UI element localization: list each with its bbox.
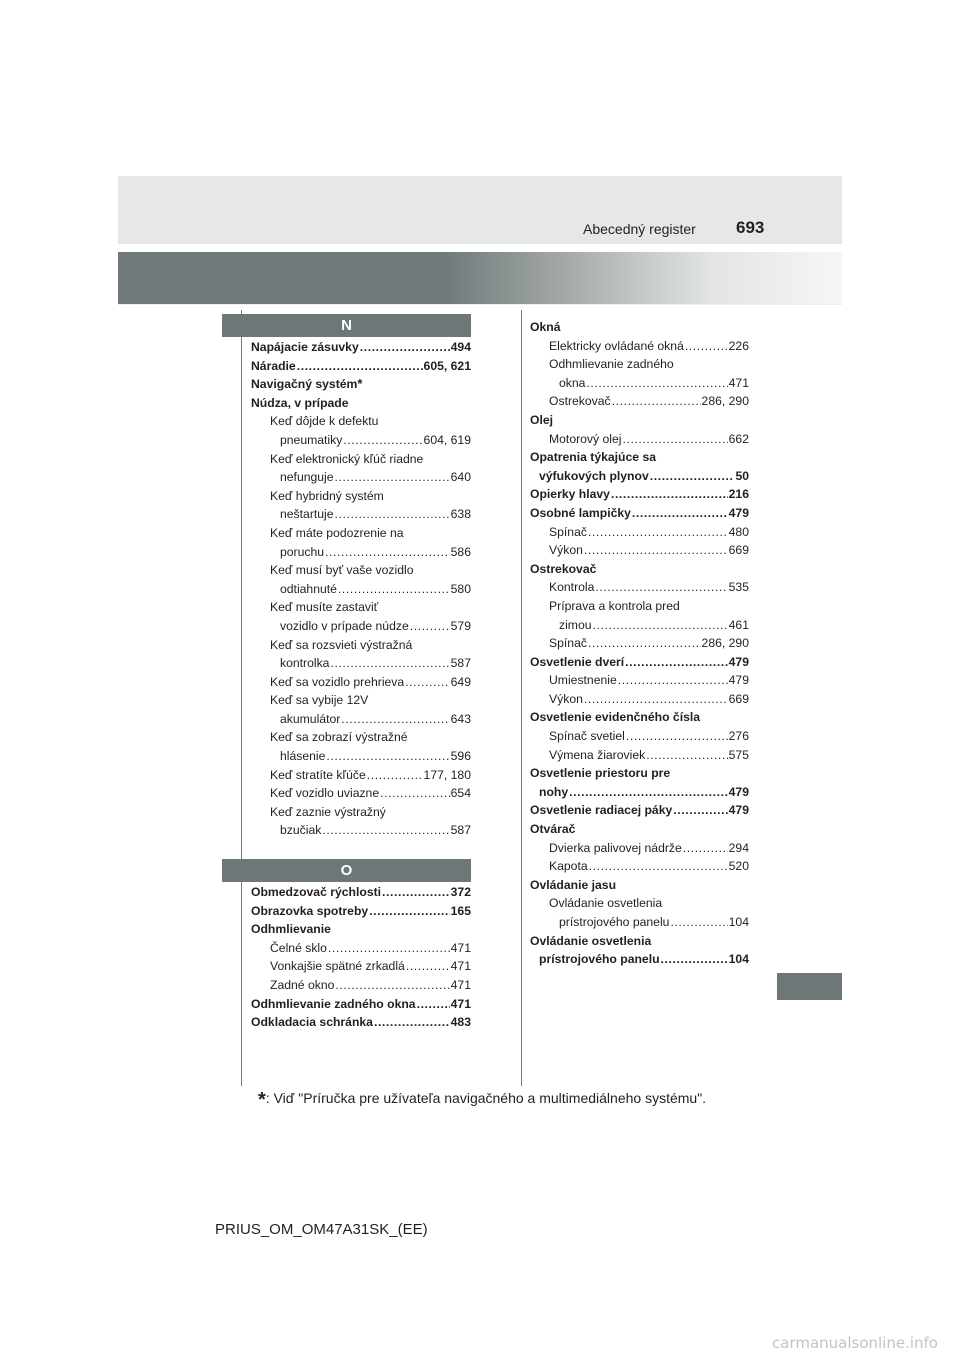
index-entry: Núdza, v prípade xyxy=(251,395,349,410)
index-entry: nohy ..... 479 xyxy=(530,783,749,802)
index-subentry: okna ..... 471 xyxy=(530,374,749,393)
header-rule xyxy=(118,304,842,305)
index-subentry: vozidlo v prípade núdze ..... 579 xyxy=(251,617,471,636)
index-subentry: kontrolka ..... 587 xyxy=(251,654,471,673)
index-subentry: Dvierka palivovej nádrže ..... 294 xyxy=(530,839,749,858)
index-subentry: Spínač svetiel ..... 276 xyxy=(530,727,749,746)
section-title: Abecedný register xyxy=(583,221,696,237)
index-subentry: Keď sa vozidlo prehrieva ..... 649 xyxy=(251,673,471,692)
side-thumb-tab xyxy=(777,973,842,1000)
index-subentry: Kontrola ..... 535 xyxy=(530,578,749,597)
footnote xyxy=(258,1089,706,1112)
left-column-rule xyxy=(241,310,242,1086)
index-subentry: akumulátor ..... 643 xyxy=(251,710,471,729)
footnote-text: : Viď "Príručka pre užívateľa navigačného a multimediálneho systému". xyxy=(265,1090,707,1106)
index-subentry: poruchu ..... 586 xyxy=(251,543,471,562)
index-subentry: Keď sa zobrazí výstražné xyxy=(270,730,408,745)
index-subentry: Ovládanie osvetlenia xyxy=(549,896,663,911)
index-subentry: Ostrekovač ..... 286, 290 xyxy=(530,392,749,411)
index-subentry: Keď sa rozsvieti výstražná xyxy=(270,637,413,652)
index-entry: Odhmlievanie zadného okna ..... 471 xyxy=(251,995,471,1014)
index-column-left xyxy=(251,338,471,840)
index-column-right xyxy=(530,318,749,969)
index-entry: prístrojového panelu ..... 104 xyxy=(530,950,749,969)
index-entry: Osobné lampičky ..... 479 xyxy=(530,504,749,523)
index-subentry: nefunguje ..... 640 xyxy=(251,468,471,487)
letter-band-n: N xyxy=(222,314,471,337)
index-entry: Ovládanie jasu xyxy=(530,877,617,892)
index-entry: Ovládanie osvetlenia xyxy=(530,933,652,948)
index-entry: Olej xyxy=(530,412,554,427)
index-entry: Osvetlenie radiacej páky ..... 479 xyxy=(530,801,749,820)
index-entry: Opatrenia týkajúce sa xyxy=(530,450,656,465)
footnote-marker: * xyxy=(258,1089,266,1111)
index-entry: Opierky hlavy ..... 216 xyxy=(530,485,749,504)
index-entry: Osvetlenie evidenčného čísla xyxy=(530,710,701,725)
index-subentry: Keď dôjde k defektu xyxy=(270,414,379,429)
index-subentry: hlásenie ..... 596 xyxy=(251,747,471,766)
index-subentry: Keď stratíte kľúče ..... 177, 180 xyxy=(251,766,471,785)
watermark: carmanualsonline.info xyxy=(772,1334,938,1352)
index-subentry: Čelné sklo ..... 471 xyxy=(251,939,471,958)
header-bar xyxy=(118,176,842,244)
index-subentry: Keď máte podozrenie na xyxy=(270,525,404,540)
index-entry: Navigačný systém * xyxy=(251,376,363,392)
index-subentry: Príprava a kontrola pred xyxy=(549,598,680,613)
index-subentry: Výkon ..... 669 xyxy=(530,690,749,709)
index-subentry: zimou ..... 461 xyxy=(530,616,749,635)
index-subentry: Výmena žiaroviek ..... 575 xyxy=(530,746,749,765)
index-subentry: Kapota ..... 520 xyxy=(530,857,749,876)
index-subentry: Vonkajšie spätné zrkadlá ..... 471 xyxy=(251,957,471,976)
index-entry: Otvárač xyxy=(530,822,576,837)
index-subentry: bzučiak ..... 587 xyxy=(251,821,471,840)
index-subentry: Keď elektronický kľúč riadne xyxy=(270,451,424,466)
index-subentry: neštartuje ..... 638 xyxy=(251,505,471,524)
index-subentry: Spínač ..... 286, 290 xyxy=(530,634,749,653)
page-number: 693 xyxy=(736,218,765,237)
index-entry: výfukových plynov ..... 50 xyxy=(530,467,749,486)
index-entry: Náradie ..... 605, 621 xyxy=(251,357,471,376)
index-entry: Osvetlenie dverí ..... 479 xyxy=(530,653,749,672)
index-subentry: Keď zaznie výstražný xyxy=(270,804,386,819)
index-column-left-o xyxy=(251,883,471,1032)
index-subentry: Keď musí byť vaše vozidlo xyxy=(270,563,414,578)
document-code: PRIUS_OM_OM47A31SK_(EE) xyxy=(215,1221,428,1238)
middle-column-rule xyxy=(521,310,522,1086)
index-subentry: Umiestnenie ..... 479 xyxy=(530,671,749,690)
index-entry: Obmedzovač rýchlosti ..... 372 xyxy=(251,883,471,902)
index-subentry: odtiahnuté ..... 580 xyxy=(251,580,471,599)
index-subentry: Keď sa vybije 12V xyxy=(270,693,369,708)
index-entry: Obrazovka spotreby ..... 165 xyxy=(251,902,471,921)
index-subentry: Zadné okno ..... 471 xyxy=(251,976,471,995)
index-entry: Napájacie zásuvky ..... 494 xyxy=(251,338,471,357)
index-subentry: Odhmlievanie zadného xyxy=(549,357,674,372)
index-subentry: Keď hybridný systém xyxy=(270,488,384,503)
index-entry: Odkladacia schránka ..... 483 xyxy=(251,1013,471,1032)
index-subentry: prístrojového panelu ..... 104 xyxy=(530,913,749,932)
letter-band-o: O xyxy=(222,859,471,882)
index-subentry: Motorový olej ..... 662 xyxy=(530,430,749,449)
index-subentry: pneumatiky ..... 604, 619 xyxy=(251,431,471,450)
index-entry: Odhmlievanie xyxy=(251,922,331,937)
index-entry: Ostrekovač xyxy=(530,561,597,576)
index-subentry: Keď vozidlo uviazne ..... 654 xyxy=(251,784,471,803)
index-subentry: Elektricky ovládané okná ..... 226 xyxy=(530,337,749,356)
index-subentry: Výkon ..... 669 xyxy=(530,541,749,560)
gradient-banner xyxy=(118,252,842,304)
index-entry: Osvetlenie priestoru pre xyxy=(530,766,671,781)
index-subentry: Keď musíte zastaviť xyxy=(270,600,379,615)
index-entry: Okná xyxy=(530,320,561,334)
index-subentry: Spínač ..... 480 xyxy=(530,523,749,542)
